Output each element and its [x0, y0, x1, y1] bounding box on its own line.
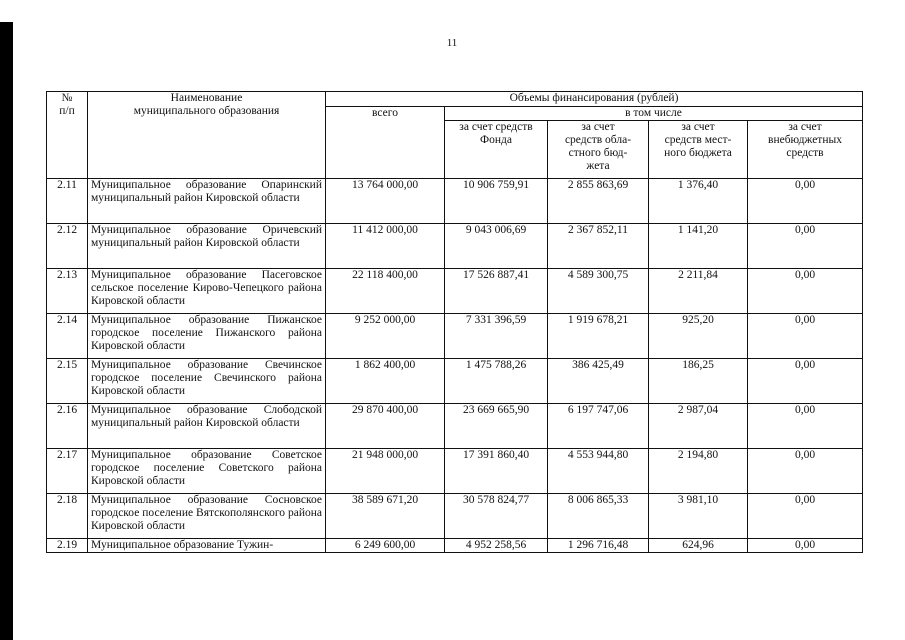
row-local: 624,96: [649, 539, 748, 553]
row-regional: 4 553 944,80: [548, 449, 649, 494]
row-extra: 0,00: [748, 224, 863, 269]
header-local-line2: средств мест-: [664, 134, 732, 146]
row-extra: 0,00: [748, 449, 863, 494]
row-number: 2.13: [47, 269, 88, 314]
header-fund-line2: Фонда: [480, 134, 512, 146]
row-extra: 0,00: [748, 179, 863, 224]
table-row: [47, 224, 863, 269]
row-local: 186,25: [649, 359, 748, 404]
row-total: 21 948 000,00: [326, 449, 445, 494]
header-extra-line2: внебюджетных: [768, 134, 842, 146]
header-total: всего: [326, 107, 445, 179]
table-row: [47, 404, 863, 449]
header-fund: [445, 121, 548, 179]
row-regional: 4 589 300,75: [548, 269, 649, 314]
row-local: 1 141,20: [649, 224, 748, 269]
row-total: 22 118 400,00: [326, 269, 445, 314]
row-name: Муниципальное образование Советское городское поселение Советского района Кировской области: [88, 449, 326, 494]
funding-table: [46, 91, 863, 553]
row-name: Муниципальное образование Пасеговское сельское поселение Кирово-Чепецкого района Кировской области: [88, 269, 326, 314]
row-name: Муниципальное образование Свечинское городское поселение Свечинского района Кировской области: [88, 359, 326, 404]
table-row: [47, 179, 863, 224]
row-extra: 0,00: [748, 539, 863, 553]
row-extra: 0,00: [748, 404, 863, 449]
row-fund: 1 475 788,26: [445, 359, 548, 404]
row-regional: 1 919 678,21: [548, 314, 649, 359]
row-fund: 7 331 396,59: [445, 314, 548, 359]
row-fund: 30 578 824,77: [445, 494, 548, 539]
header-extra-line3: средств: [786, 147, 824, 159]
row-local: 2 987,04: [649, 404, 748, 449]
table-row: [47, 494, 863, 539]
table-row: [47, 449, 863, 494]
scan-edge: [0, 22, 13, 640]
row-name: Муниципальное образование Опаринский муниципальный район Кировской области: [88, 179, 326, 224]
row-total: 9 252 000,00: [326, 314, 445, 359]
row-extra: 0,00: [748, 359, 863, 404]
row-number: 2.17: [47, 449, 88, 494]
header-extra: [748, 121, 863, 179]
row-fund: 17 391 860,40: [445, 449, 548, 494]
header-regional-line1: за счет: [581, 121, 615, 133]
row-total: 11 412 000,00: [326, 224, 445, 269]
header-fund-line1: за счет средств: [459, 121, 533, 133]
header-regional-line4: жета: [586, 160, 610, 172]
row-local: 925,20: [649, 314, 748, 359]
table-row: [47, 314, 863, 359]
row-fund: 23 669 665,90: [445, 404, 548, 449]
header-col-num-line1: №: [61, 92, 73, 104]
row-number: 2.16: [47, 404, 88, 449]
row-name: Муниципальное образование Сосновское городское поселение Вятскополянского района Кировской области: [88, 494, 326, 539]
row-total: 38 589 671,20: [326, 494, 445, 539]
row-local: 2 194,80: [649, 449, 748, 494]
row-total: 13 764 000,00: [326, 179, 445, 224]
header-regional: [548, 121, 649, 179]
header-col-num-line2: п/п: [59, 105, 75, 117]
row-local: 2 211,84: [649, 269, 748, 314]
row-number: 2.12: [47, 224, 88, 269]
header-col-name-line2: муниципального образования: [133, 105, 280, 117]
row-regional: 1 296 716,48: [548, 539, 649, 553]
row-name: Муниципальное образование Слободской муниципальный район Кировской области: [88, 404, 326, 449]
row-regional: 386 425,49: [548, 359, 649, 404]
header-regional-line2: средств обла-: [564, 134, 632, 146]
row-extra: 0,00: [748, 314, 863, 359]
row-regional: 6 197 747,06: [548, 404, 649, 449]
row-regional: 8 006 865,33: [548, 494, 649, 539]
header-local-line1: за счет: [681, 121, 715, 133]
page-number: 11: [446, 37, 458, 49]
row-fund: 10 906 759,91: [445, 179, 548, 224]
header-col-name-line1: Наименование: [170, 92, 243, 104]
header-local: [649, 121, 748, 179]
header-including: в том числе: [445, 107, 863, 121]
row-local: 3 981,10: [649, 494, 748, 539]
header-regional-line3: стного бюд-: [568, 147, 628, 159]
row-extra: 0,00: [748, 494, 863, 539]
row-number: 2.15: [47, 359, 88, 404]
row-number: 2.18: [47, 494, 88, 539]
row-regional: 2 367 852,11: [548, 224, 649, 269]
row-local: 1 376,40: [649, 179, 748, 224]
header-col-num: [47, 92, 88, 179]
row-number: 2.11: [47, 179, 88, 224]
row-total: 6 249 600,00: [326, 539, 445, 553]
row-regional: 2 855 863,69: [548, 179, 649, 224]
header-funding-group: Объемы финансирования (рублей): [326, 92, 863, 107]
row-total: 1 862 400,00: [326, 359, 445, 404]
table-row: [47, 359, 863, 404]
row-name: Муниципальное образование Тужин-: [88, 539, 326, 553]
row-name: Муниципальное образование Оричевский муниципальный район Кировской области: [88, 224, 326, 269]
table-row: [47, 269, 863, 314]
row-fund: 4 952 258,56: [445, 539, 548, 553]
header-extra-line1: за счет: [788, 121, 822, 133]
header-local-line3: ного бюджета: [664, 147, 732, 159]
row-fund: 17 526 887,41: [445, 269, 548, 314]
row-extra: 0,00: [748, 269, 863, 314]
row-number: 2.19: [47, 539, 88, 553]
row-total: 29 870 400,00: [326, 404, 445, 449]
table-row: [47, 539, 863, 553]
row-fund: 9 043 006,69: [445, 224, 548, 269]
row-number: 2.14: [47, 314, 88, 359]
row-name: Муниципальное образование Пижанское городское поселение Пижанского района Кировской области: [88, 314, 326, 359]
header-col-name: [88, 92, 326, 179]
